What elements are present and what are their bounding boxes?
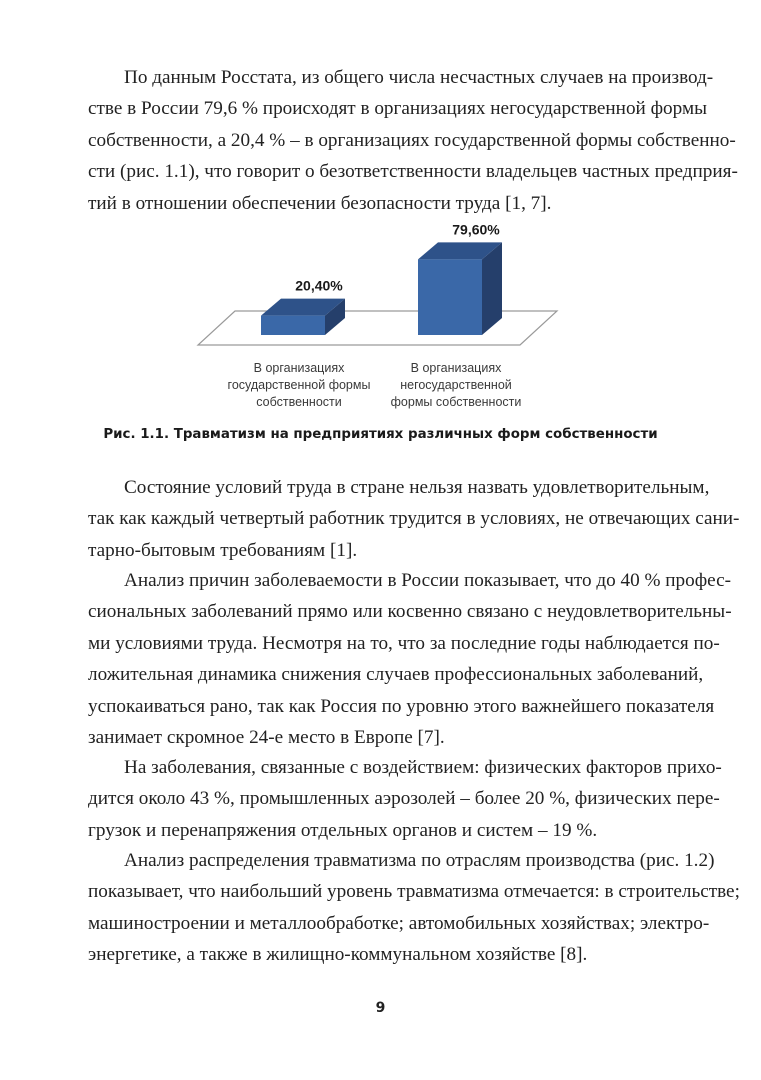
text-line: тарно-бытовым требованиям [1]. xyxy=(88,539,358,561)
text-line: машиностроении и металлообработке; автомобильных хозяйствах; электро- xyxy=(88,912,710,934)
text-line-content: По данным Росстата, из общего числа несчастных случаев на производ- xyxy=(124,67,714,88)
bar-data-label: 79,60% xyxy=(452,221,500,238)
category-tick-label: В организациях xyxy=(410,361,502,375)
text-line xyxy=(88,565,732,596)
text-line-content: Состояние условий труда в стране нельзя назвать удовлетворительным, xyxy=(124,477,710,498)
text-line: собственности, а 20,4 % – в организациях государственной формы собственно- xyxy=(88,129,736,151)
page-number: 9 xyxy=(375,1000,386,1016)
figure-caption: Рис. 1.1. Травматизм на предприятиях различных форм собственности xyxy=(103,427,658,442)
text-line xyxy=(88,752,722,783)
text-line: стве в России 79,6 % происходят в организациях негосударственной формы xyxy=(88,98,707,120)
text-line xyxy=(88,472,710,503)
text-line-content: Анализ распределения травматизма по отраслям производства (рис. 1.2) xyxy=(124,850,715,871)
text-line: показывает, что наибольший уровень травматизма отмечается: в строительстве; xyxy=(88,881,740,903)
text-line: энергетике, а также в жилищно-коммунальном хозяйстве [8]. xyxy=(88,944,588,966)
text-line: так как каждый четвертый работник трудится в условиях, не отвечающих сани- xyxy=(88,508,740,530)
text-line: успокаиваться рано, так как Россия по уровню этого важнейшего показателя xyxy=(88,695,715,717)
text-line xyxy=(88,62,714,93)
bar-front-face xyxy=(418,259,482,335)
bar-front-face xyxy=(261,316,325,335)
category-tick-label: негосударственной xyxy=(400,378,512,392)
paragraph-disease-factors xyxy=(88,752,722,846)
text-line: сиональных заболеваний прямо или косвенно связано с неудовлетворительны- xyxy=(88,601,732,623)
text-line: грузок и перенапряжения отдельных органов и систем – 19 %. xyxy=(88,819,598,841)
paragraph-rosstat xyxy=(88,62,738,219)
text-line-content: На заболевания, связанные с воздействием: физических факторов прихо- xyxy=(124,757,722,778)
text-line: дится около 43 %, промышленных аэрозолей – более 20 %, физических пере- xyxy=(88,788,720,810)
text-line: ложительная динамика снижения случаев профессиональных заболеваний, xyxy=(88,664,704,686)
text-line: сти (рис. 1.1), что говорит о безответственности владельцев частных предприя- xyxy=(88,161,738,183)
text-line-content: Анализ причин заболеваемости в России показывает, что до 40 % профес- xyxy=(124,570,732,591)
bar-data-label: 20,40% xyxy=(295,277,343,294)
text-line: тий в отношении обеспечении безопасности труда [1, 7]. xyxy=(88,192,552,214)
paragraph-morbidity-analysis xyxy=(88,565,732,753)
category-tick-label: формы собственности xyxy=(390,395,522,409)
figure-1-1 xyxy=(185,220,580,420)
paragraph-injury-distribution xyxy=(88,845,740,971)
bar-chart-3d xyxy=(185,220,580,420)
paragraph-working-conditions xyxy=(88,472,740,566)
text-line: ми условиями труда. Несмотря на то, что за последние годы наблюдается по- xyxy=(88,632,720,654)
text-line xyxy=(88,845,715,876)
chart-floor-plane xyxy=(198,311,557,345)
text-line: занимает скромное 24-е место в Европе [7]. xyxy=(88,727,445,749)
category-tick-label: государственной формы xyxy=(227,378,371,392)
category-tick-label: В организациях xyxy=(253,361,345,375)
category-tick-label: собственности xyxy=(256,395,342,409)
